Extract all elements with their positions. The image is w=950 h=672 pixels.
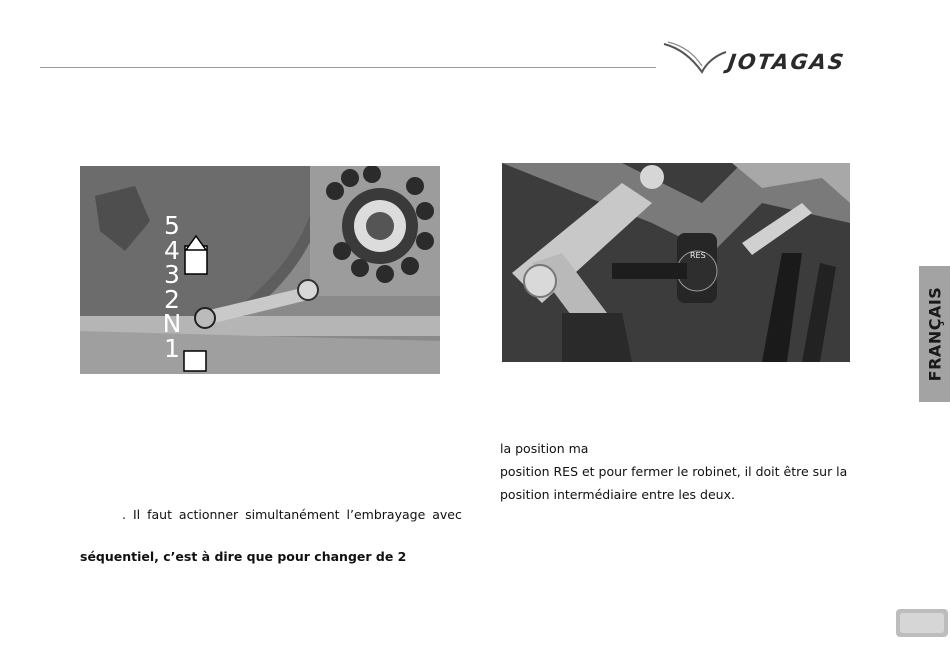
gear-text-line-1: . Il faut actionner simultanément l’embrayage avec (122, 507, 462, 522)
gear-label-4: 4 (164, 235, 180, 265)
gear-pattern-labels (152, 211, 192, 363)
fuel-text-line-1: la position ma (500, 441, 589, 456)
header-rule (40, 67, 656, 68)
page-number-tab-inner (900, 613, 944, 633)
gear-label-3: 3 (164, 260, 180, 289)
res-marking: RES (690, 251, 706, 260)
brand-name: JOTAGAS (726, 50, 847, 74)
gear-label-n: N (162, 309, 182, 338)
fuel-text-line-3: position intermédiaire entre les deux. (500, 487, 735, 502)
fuel-text-line-2: position RES et pour fermer le robinet, il doit être sur la (500, 464, 848, 479)
language-tab-label: FRANÇAIS (925, 286, 944, 382)
language-tab (919, 266, 950, 402)
page-number-tab (896, 609, 948, 637)
gear-label-2: 2 (164, 284, 180, 314)
gear-label-5: 5 (164, 211, 180, 240)
brand-logo (662, 40, 890, 78)
gear-text-line-2: séquentiel, c’est à dire que pour changer de 2 (80, 549, 407, 564)
gear-label-1: 1 (164, 333, 180, 363)
gear-shifter-image (80, 166, 440, 374)
fuel-tap-photo (502, 163, 850, 362)
fuel-tap-image (502, 163, 850, 362)
gear-shifter-photo (80, 166, 440, 374)
